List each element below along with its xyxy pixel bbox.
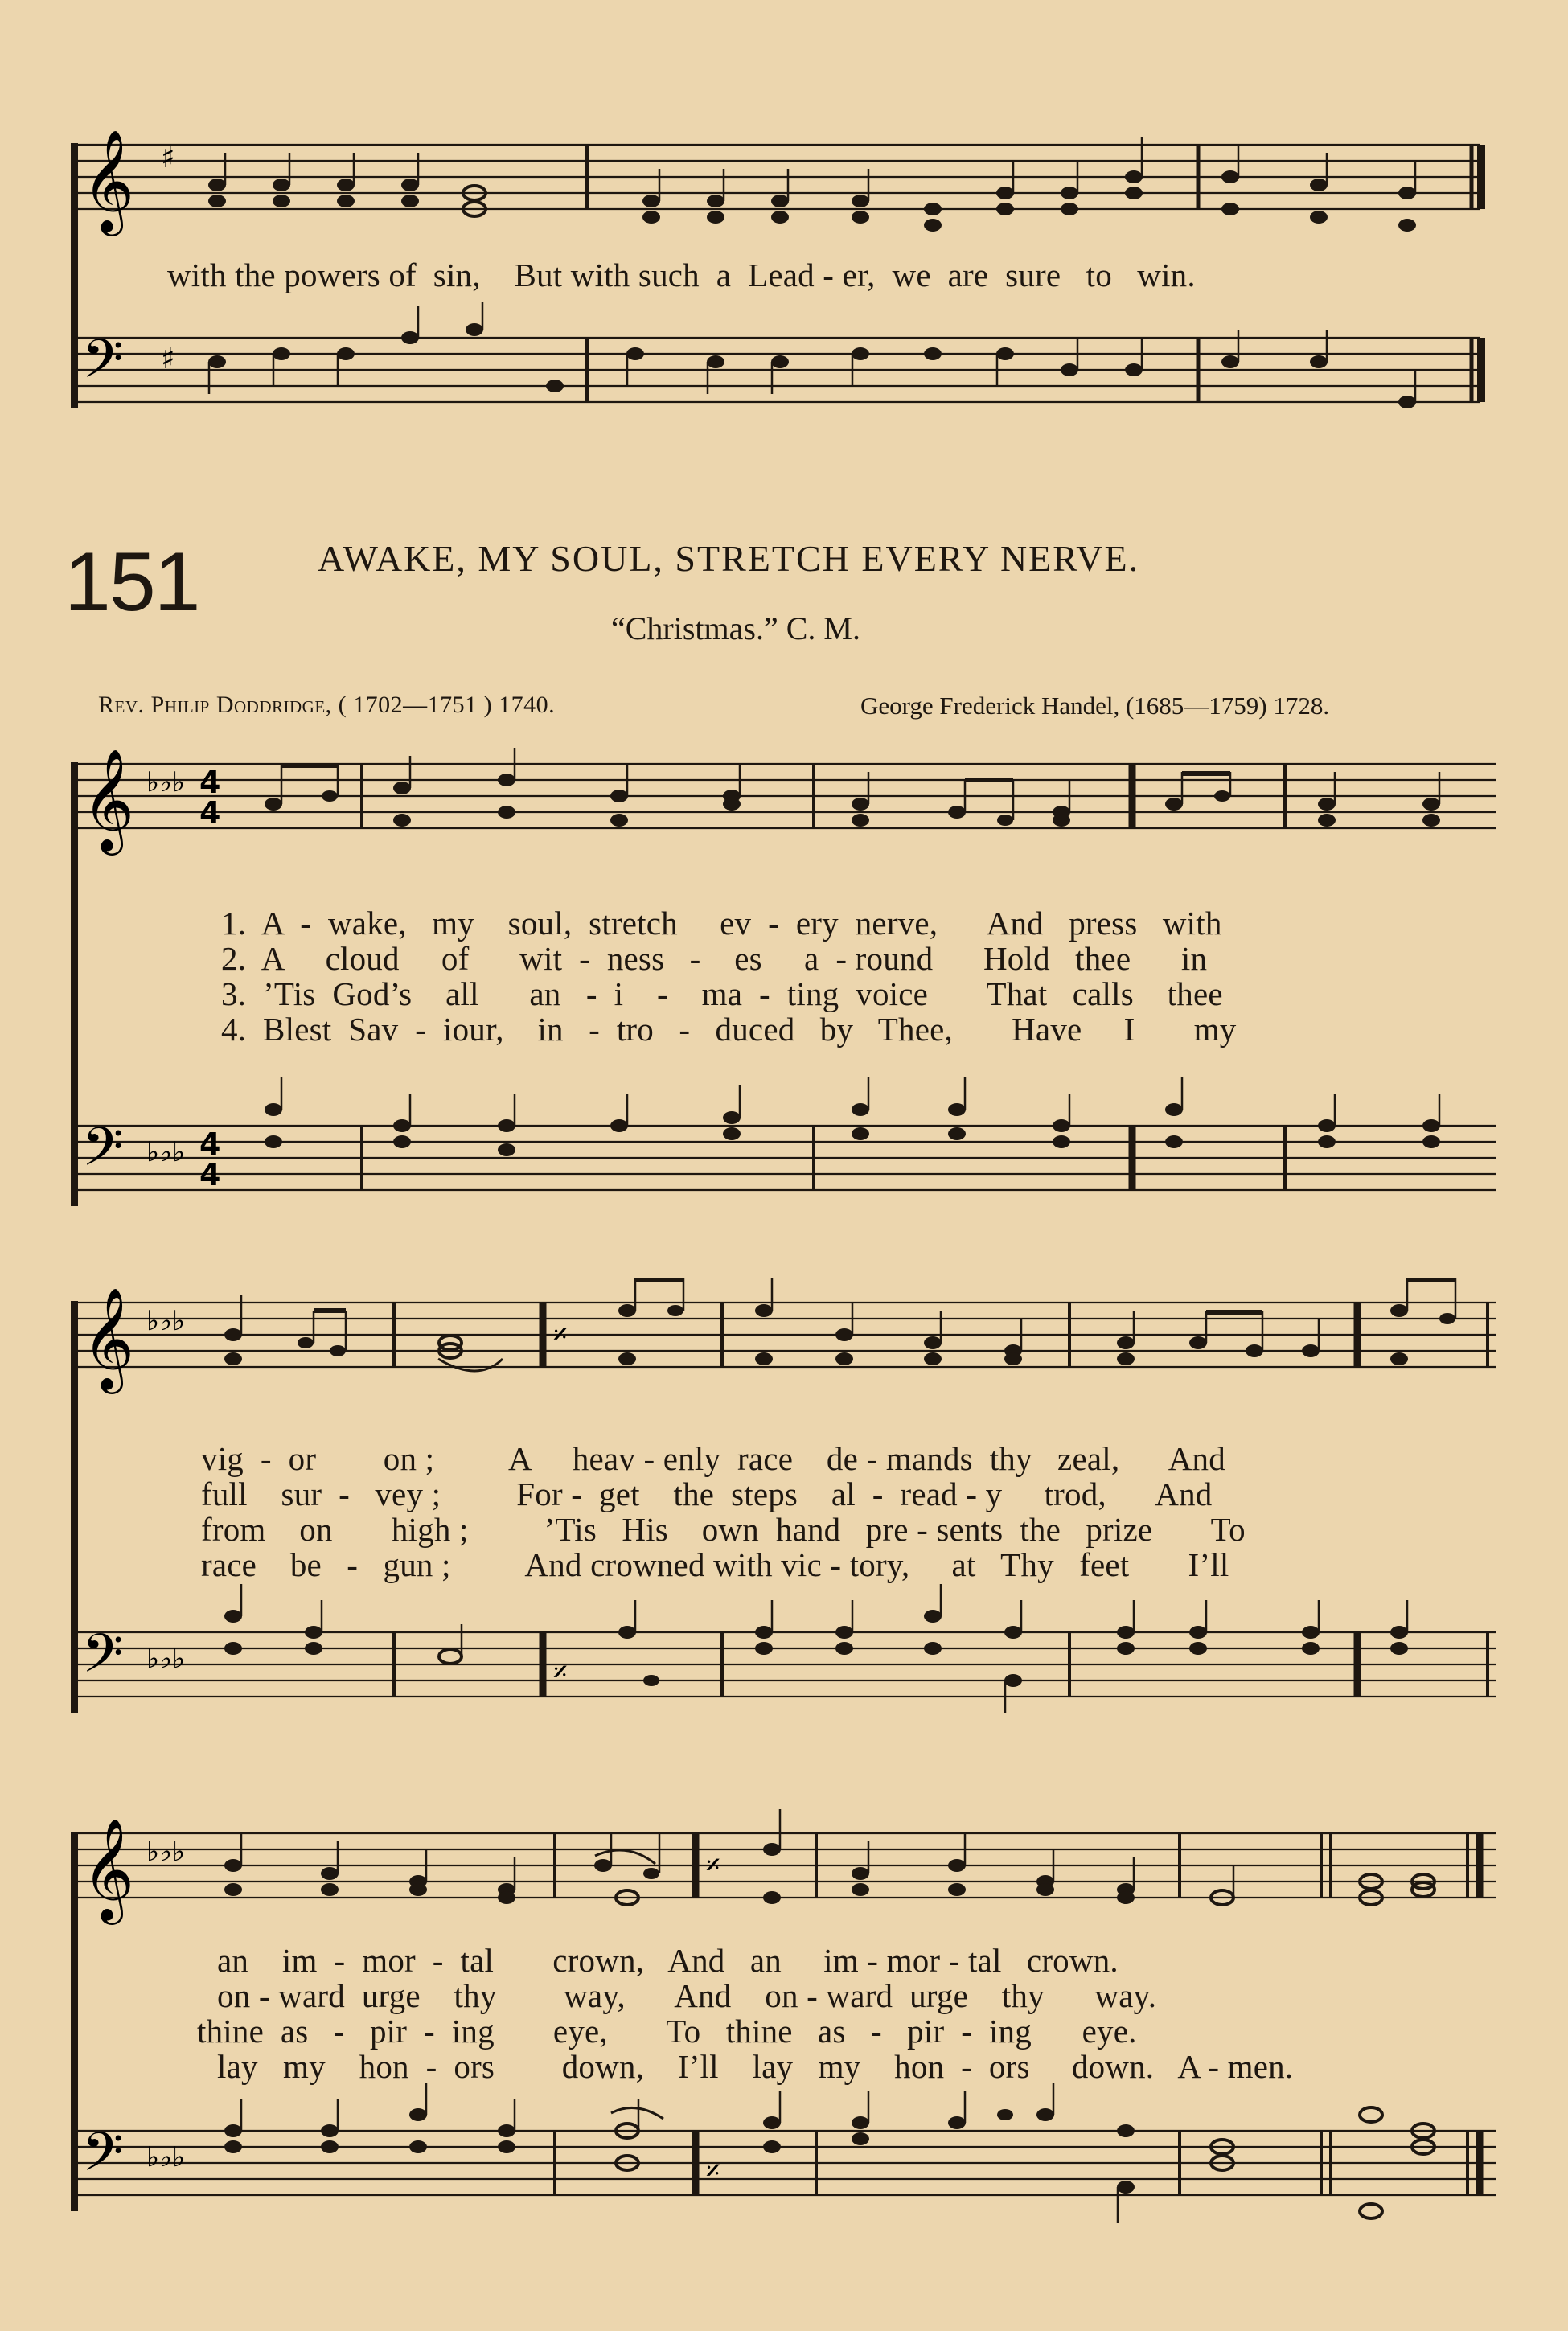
flat-icon: ♭♭♭ [146,766,186,798]
bass-staff-lines [72,1118,1496,1222]
treble-clef-icon: 𝄞 [82,129,135,232]
tune-name: “Christmas.” C. M. [611,610,860,646]
segno-mark-icon: 𝄎 [553,1319,568,1352]
bass-clef-icon: 𝄢 [82,328,124,403]
flat-icon: ♭♭♭ [146,1643,186,1675]
segno-mark-icon: 𝄎 [706,1849,720,1882]
system1-verse-3: 3. ’Tis God’s all an - i - ma - ting voice That calls thee [221,975,1223,1012]
system1-verse-1: 1. A - wake, my soul, stretch ev - ery nerve, And press with [221,905,1222,942]
system3-verse-4: lay my hon - ors down, I’ll lay my hon - ors down. A - men. [217,2048,1294,2085]
system3-treble-staff [72,1817,1496,1930]
svg-text:4: 4 [199,1157,221,1192]
bass-staff-lines [72,2123,1496,2227]
top-treble-staff [72,129,1496,241]
system3-verse-3: thine as - pir - ing eye, To thine as - pir - ing eye. [197,2013,1137,2050]
bass-clef-icon: 𝄢 [82,1623,124,1697]
top-system-brace [71,143,78,408]
svg-text:4: 4 [199,795,221,831]
system2-verse-1: vig - or on ; A heav - enly race de - mands thy zeal, And [201,1440,1225,1477]
bass-staff-lines [72,330,1496,434]
bass-clef-icon: 𝄢 [82,2121,124,2196]
composer-credit: George Frederick Handel, (1685—1759) 1728. [860,692,1330,720]
sharp-icon: ♯ [161,343,175,376]
treble-clef-icon: 𝄞 [82,1817,135,1920]
system3-brace [71,1832,78,2211]
hymn-number: 151 [64,536,199,629]
time-signature: 4 [199,1127,221,1162]
system2-verse-3: from on high ; ’Tis His own hand pre - sents the prize To [201,1511,1246,1548]
sharp-icon: ♯ [161,142,175,174]
system3-bass-staff [72,2123,1496,2227]
flat-icon: ♭♭♭ [146,1305,186,1337]
flat-icon: ♭♭♭ [146,2141,186,2173]
bass-staff-lines [72,1624,1496,1729]
system3-verse-1: an im - mor - tal crown, And an im - mor - tal crown. [217,1942,1119,1979]
top-lyric-line: with the powers of sin, But with such a Lead - er, we are sure to win. [167,256,1196,293]
flat-icon: ♭♭♭ [146,1136,186,1168]
treble-clef-icon: 𝄞 [82,1287,135,1389]
system1-treble-staff [72,748,1496,860]
time-signature: 4 [199,765,221,800]
system2-verse-2: full sur - vey ; For - get the steps al - read - y trod, And [201,1475,1213,1512]
system2-treble-staff [72,1287,1496,1399]
system1-bass-staff [72,1118,1496,1222]
system1-brace [71,762,78,1206]
system1-verse-2: 2. A cloud of wit - ness - es a - round Hold thee in [221,940,1208,977]
treble-staff-lines [72,748,1496,860]
segno-mark-icon: 𝄎 [553,1656,568,1689]
system2-verse-4: race be - gun ; And crowned with vic - tory, at Thy feet I’ll [201,1546,1229,1583]
treble-staff-lines [72,129,1496,241]
top-bass-staff [72,330,1496,434]
hymn-title: AWAKE, MY SOUL, STRETCH EVERY NERVE. [318,538,1140,579]
system2-bass-staff [72,1624,1496,1729]
bass-clef-icon: 𝄢 [82,1116,124,1191]
treble-staff-lines [72,1287,1496,1399]
segno-mark-icon: 𝄎 [706,2155,720,2188]
treble-clef-icon: 𝄞 [82,748,135,851]
treble-staff-lines [72,1817,1496,1930]
flat-icon: ♭♭♭ [146,1836,186,1868]
system2-brace [71,1301,78,1713]
system1-verse-4: 4. Blest Sav - iour, in - tro - duced by Thee, Have I my [221,1011,1237,1048]
system3-verse-2: on - ward urge thy way, And on - ward urge thy way. [217,1977,1157,2014]
author-credit: Rev. Philip Doddridge, ( 1702—1751 ) 1740. [98,692,556,718]
